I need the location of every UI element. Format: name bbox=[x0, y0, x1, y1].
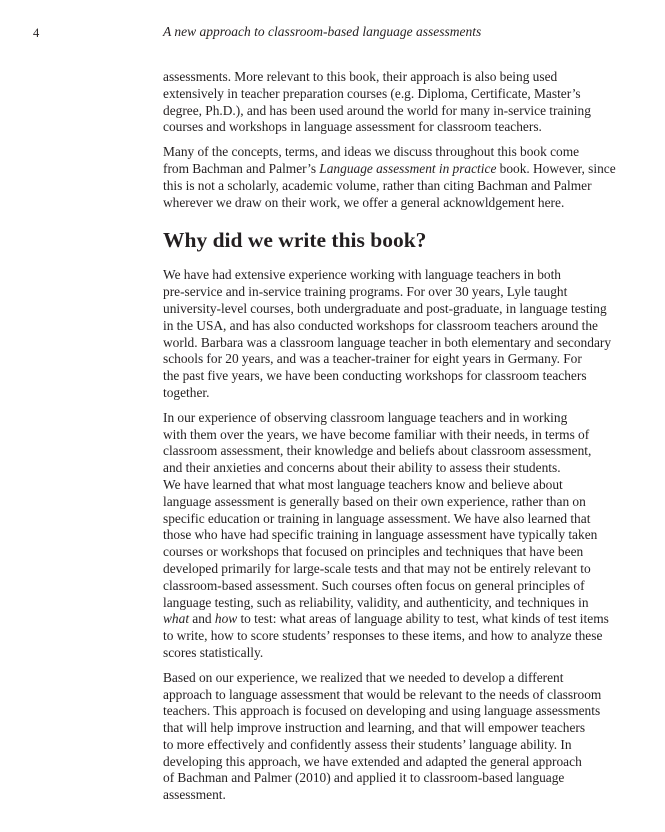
text-run: and bbox=[189, 611, 215, 627]
text-line: teachers. This approach is focused on developing and using language assessments bbox=[163, 703, 601, 719]
text-line: Many of the concepts, terms, and ideas we discuss throughout this book come bbox=[163, 144, 580, 160]
text-line: world. Barbara was a classroom language teacher in both elementary and secondary bbox=[163, 334, 612, 350]
text-line: to write, how to score students’ responses to these items, and how to analyze these bbox=[163, 628, 603, 644]
text-line: classroom assessment, their knowledge and beliefs about classroom assessment, bbox=[163, 443, 592, 459]
text-line: and their anxieties and concerns about their ability to assess their students. bbox=[163, 460, 561, 476]
text-line: assessment. bbox=[163, 787, 226, 803]
text-line: in the USA, and has also conducted workshops for classroom teachers around the bbox=[163, 317, 599, 333]
text-line bbox=[163, 160, 616, 178]
text-line: assessments. More relevant to this book, their approach is also being used bbox=[163, 69, 558, 84]
text-line: this is not a scholarly, academic volume, rather than citing Bachman and Palmer bbox=[163, 177, 592, 193]
text-line: We have learned that what most language teachers know and believe about bbox=[163, 476, 563, 492]
emphasis-how: how bbox=[214, 611, 238, 627]
text-line: that will help improve instruction and learning, and that will empower teachers bbox=[163, 720, 586, 736]
paragraph-1 bbox=[163, 69, 595, 136]
text-line: extensively in teacher preparation courses (e.g. Diploma, Certificate, Master’s bbox=[163, 85, 581, 101]
book-title: Language assessment in practice bbox=[319, 160, 497, 176]
paragraph-4 bbox=[163, 409, 609, 662]
text-line: We have had extensive experience working with language teachers in both bbox=[163, 267, 561, 283]
text-line: language assessment is generally based on their own experience, rather than on bbox=[163, 493, 586, 509]
text-line: Based on our experience, we realized that we needed to develop a different bbox=[163, 669, 564, 685]
text-line: classroom-based assessment. Such courses often focus on general principles of bbox=[163, 577, 585, 593]
text-line: pre-service and in-service training programs. For over 30 years, Lyle taught bbox=[163, 284, 568, 300]
text-line: those who have had specific training in language assessment have typically taken bbox=[163, 527, 598, 543]
paragraph-5 bbox=[163, 669, 602, 804]
text-run: from Bachman and Palmer’s bbox=[163, 160, 320, 176]
text-line: developing this approach, we have extended and adapted the general approach bbox=[163, 753, 582, 769]
text-run: to test: what areas of language ability to test, what kinds of test items bbox=[237, 611, 609, 627]
text-line: scores statistically. bbox=[163, 644, 264, 660]
paragraph-2 bbox=[163, 144, 616, 211]
text-line: specific education or training in language assessment. We have also learned that bbox=[163, 510, 591, 526]
text-line: wherever we draw on their work, we offer a general acknowldgement here. bbox=[163, 194, 565, 210]
text-line: university-level courses, both undergraduate and post-graduate, in language testing bbox=[163, 300, 607, 316]
text-run: book. However, since bbox=[496, 160, 616, 176]
text-line: with them over the years, we have become familiar with their needs, in terms of bbox=[163, 426, 590, 442]
text-line: together. bbox=[163, 384, 210, 400]
text-line: developed primarily for large-scale tests and that may not be entirely relevant to bbox=[163, 560, 591, 576]
paragraph-3 bbox=[163, 267, 612, 401]
text-line: courses and workshops in language assessment for classroom teachers. bbox=[163, 119, 542, 135]
body-text bbox=[163, 69, 616, 812]
text-line: approach to language assessment that would be relevant to the needs of classroom bbox=[163, 686, 602, 702]
running-head bbox=[0, 24, 665, 44]
text-line: courses or workshops that focused on principles and techniques that have been bbox=[163, 544, 584, 560]
text-line: of Bachman and Palmer (2010) and applied it to classroom-based language bbox=[163, 770, 565, 786]
text-line: degree, Ph.D.), and has been used around the world for many in-service training bbox=[163, 102, 591, 118]
text-line: In our experience of observing classroom language teachers and in working bbox=[163, 409, 568, 425]
text-line: to more effectively and confidently assess their students’ language ability. In bbox=[163, 736, 572, 752]
emphasis-what: what bbox=[163, 611, 190, 627]
section-heading: Why did we write this book? bbox=[163, 228, 427, 253]
text-line bbox=[163, 611, 609, 628]
running-title: A new approach to classroom-based language assessments bbox=[163, 24, 482, 39]
text-line: language testing, such as reliability, validity, and authenticity, and techniques in bbox=[163, 594, 589, 610]
text-line: schools for 20 years, and was a teacher-trainer for eight years in Germany. For bbox=[163, 351, 582, 367]
page-number: 4 bbox=[33, 26, 40, 40]
text-line: the past five years, we have been conducting workshops for classroom teachers bbox=[163, 368, 587, 384]
